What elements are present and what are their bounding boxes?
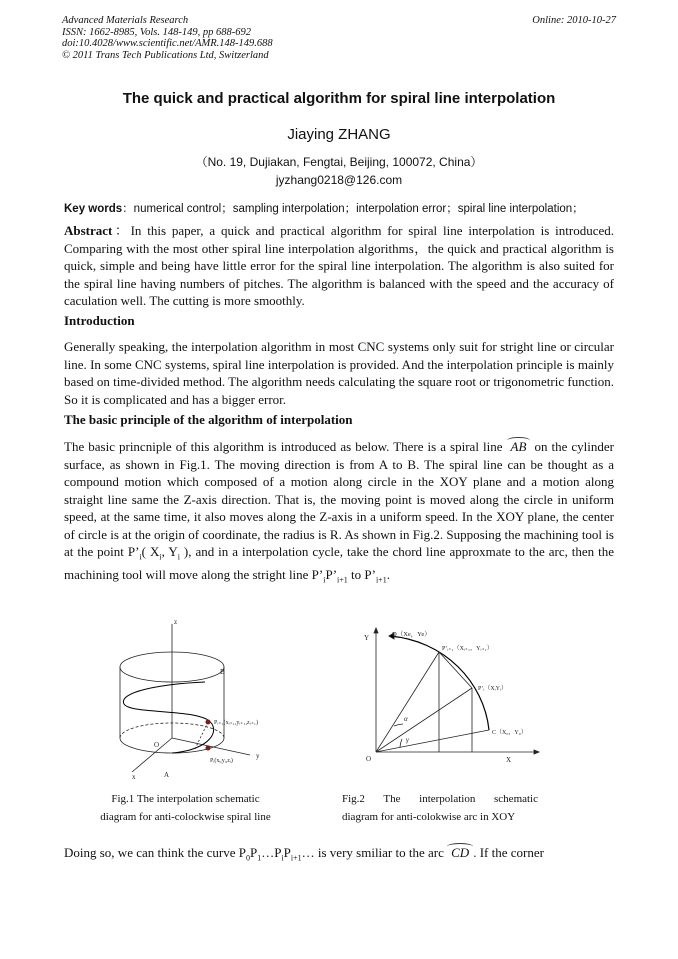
fig2-gamma-arc — [400, 739, 402, 747]
keywords-label: Key words — [64, 203, 123, 215]
issn-line: ISSN: 1662-8985, Vols. 148-149, pp 688-692 — [62, 26, 251, 38]
copyright-line: © 2011 Trans Tech Publications Ltd, Switzerland — [62, 49, 269, 61]
keywords — [64, 200, 624, 216]
fig2-label-c: C（X₀，Y₀） — [492, 730, 527, 736]
fig1-caption: Fig.1 The interpolation schematic diagram for anti-colockwise spiral line — [100, 793, 271, 823]
fig1-label-z: z — [174, 618, 178, 626]
paper-title: The quick and practical algorithm for spiral line interpolation — [122, 90, 556, 107]
arc-ab: AB — [507, 438, 531, 456]
author-email: jyzhang0218@126.com — [275, 173, 403, 187]
fig2-chord — [439, 652, 472, 688]
doi-line: doi:10.4028/www.scientific.net/AMR.148-149.688 — [62, 38, 273, 49]
fig2-label-y: Y — [364, 634, 370, 642]
arc-cd: CD — [447, 844, 473, 862]
basic-heading: The basic principle of the algorithm of interpolation — [64, 412, 353, 427]
author-affiliation: （No. 19, Dujiakan, Fengtai, Beijing, 100072, China） — [195, 155, 483, 169]
fig1-label-a: A — [164, 771, 170, 779]
intro-heading: Introduction — [64, 313, 135, 328]
fig2-label-gamma: γ — [406, 736, 409, 744]
fig1-point-pi1 — [206, 720, 211, 725]
fig2-label-x: X — [506, 756, 512, 764]
abstract — [64, 222, 614, 310]
closing-text: Doing so, we can think the curve $P_0P_1\dots P_iP_{i+1}\dots$ is very smiliar to the arc CD . If the corner — [64, 845, 544, 863]
abstract-label: Abstract — [64, 223, 113, 238]
author-name: Jiaying ZHANG — [287, 126, 391, 143]
fig1-label-b: B — [220, 668, 225, 676]
fig1-label-x: x — [132, 773, 136, 781]
journal-header — [62, 15, 273, 61]
basic-text: The basic princniple of this algorithm is introduced as below. There is a spiral line AB on the cylinder surface, as shown in Fig.1. The moving direction is from A to B. The spiral line can be thought as a compound motion which composed of a motion along circle in the XOY plane and a motion along straight line same the Z-axis direction. That is, the moving point is moved along the circle in uniform speed, at the same time, it also moves along the Z-axis in a uniform speed. In the XOY plane, the center of circle is at the origin of coordinate, the radius is R. As shown in Fig.2. Supposing the machining tool is at the point $P’_i$( $X_i$, $Y_i$ ), and in a interpolation cycle, take the chord line approxmate to the arc, then the machining tool will move along the stright line $P’_iP’_{i+1}$ to $P’_{i+1}$. — [64, 439, 615, 585]
fig2-alpha-arc — [394, 724, 403, 726]
fig1-point-pi — [206, 746, 211, 751]
fig2-label-o: O — [366, 755, 372, 763]
fig2-y-arrow — [374, 628, 378, 633]
fig2-x-arrow — [534, 750, 539, 754]
keywords-text: ：numerical control；sampling interpolation；interpolation error；spiral line interpolation； — [122, 203, 584, 215]
abstract-text: ：In this paper, a quick and practical algorithm for spiral line interpolation is introduced. Comparing with the most other spiral line interpolation algorithms，the quick and practical algorithm is quick, simple and being have little error for the spiral line interpolation. The algorithm is also suited for the spiral line having numbers of pitches. The algorithm is balanced with the speed and the accuracy of caculation well. The cutting is more smoothly. — [64, 223, 614, 308]
fig2-arc-diagram — [354, 622, 544, 764]
fig1-x-axis — [132, 738, 172, 772]
fig1-label-pi1: Pᵢ₊₁(xᵢ₊₁,yᵢ₊₁,zᵢ₊₁) — [214, 720, 258, 726]
fig2-label-alpha: α — [404, 715, 408, 723]
fig1-label-y: y — [256, 752, 260, 760]
fig2-label-pi: P’ᵢ（XᵢYᵢ） — [478, 686, 507, 692]
fig1-label-o: O — [154, 741, 160, 749]
fig2-caption: Fig.2 The interpolation schematic diagram for anti-colokwise arc in XOY — [342, 793, 538, 823]
online-date: Online: 2010-10-27 — [532, 15, 616, 26]
fig1-cylinder-diagram — [110, 612, 285, 784]
fig1-label-pi: Pᵢ(xᵢ,yᵢ,zᵢ) — [210, 758, 233, 764]
fig2-label-pi1: P’ᵢ₊₁（Xᵢ₊₁，Yᵢ₊₁） — [442, 646, 493, 652]
journal-name: Advanced Materials Research — [62, 15, 189, 26]
fig2-label-d: D（Xe，Ye） — [392, 631, 431, 638]
intro-text: Generally speaking, the interpolation algorithm in most CNC systems only suit for stright line or circular line. In some CNC systems, spiral line interpolation is provided. And the interpolation principle is mainly based on time-divided method. The algorithm needs calculating the square root or trigonometric function. So it is complicated and has a bigger error. — [64, 339, 614, 407]
fig1-spiral — [123, 682, 213, 753]
